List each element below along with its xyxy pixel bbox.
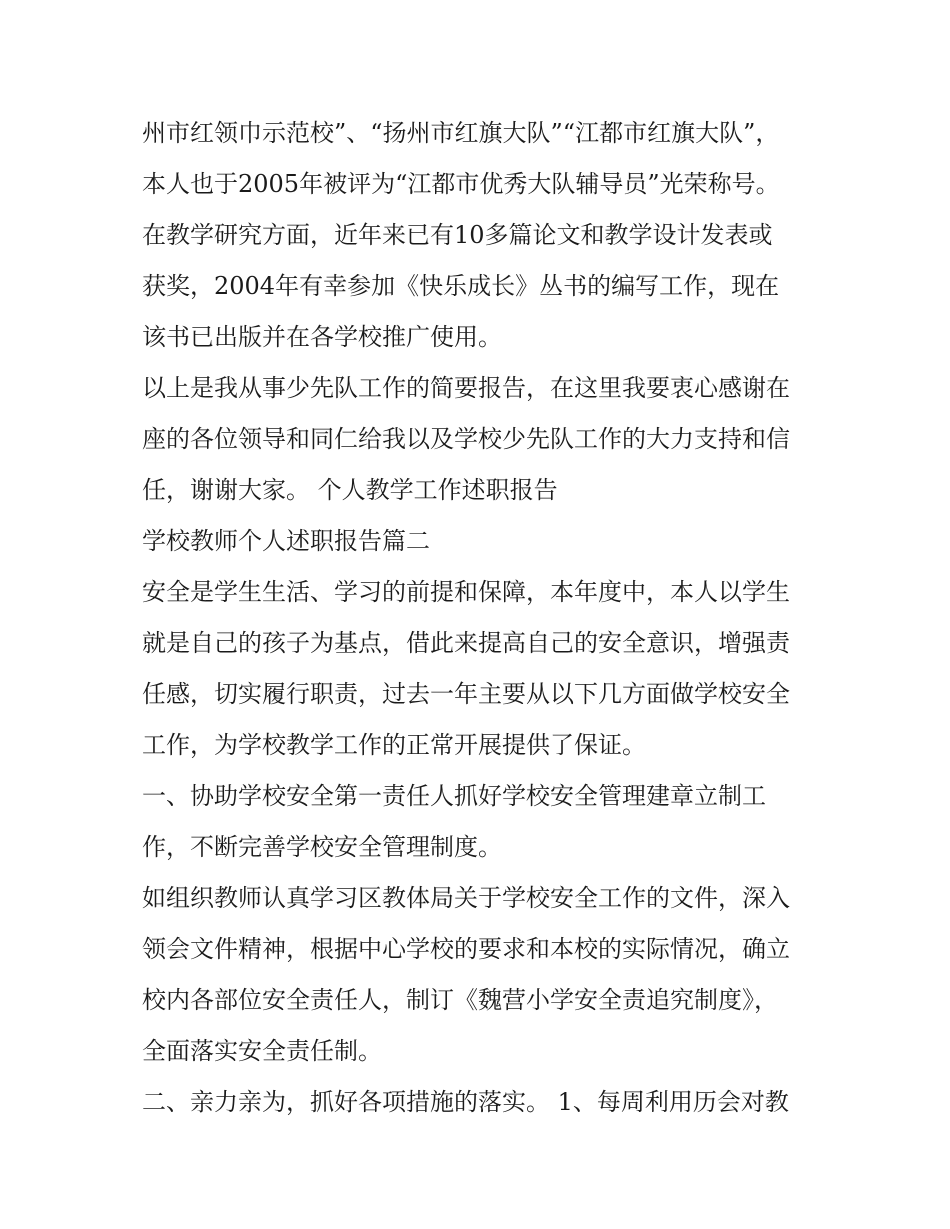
text-line: 全面落实安全责任制。: [142, 1037, 382, 1065]
text-line: 领会文件精神，根据中心学校的要求和本校的实际情况，确立: [142, 935, 790, 963]
document-body: [142, 108, 832, 1128]
text-line: 作，不断完善学校安全管理制度。: [142, 833, 502, 861]
text-line: 该书已出版并在各学校推广使用。: [142, 323, 502, 351]
text-line: 州市红领巾示范校”、“扬州市红旗大队”“江都市红旗大队”，: [142, 119, 780, 147]
text-line: 二、亲力亲为，抓好各项措施的落实。 1、每周利用历会对教: [142, 1088, 789, 1116]
text-line: 座的各位领导和同仁给我以及学校少先队工作的大力支持和信: [142, 425, 790, 453]
text-line: 以上是我从事少先队工作的简要报告，在这里我要衷心感谢在: [142, 374, 790, 402]
text-line: 在教学研究方面，近年来已有10多篇论文和教学设计发表或: [142, 221, 773, 249]
text-line: 本人也于2005年被评为“江都市优秀大队辅导员”光荣称号。: [142, 170, 780, 198]
section-heading: 学校教师个人述职报告篇二: [142, 527, 430, 555]
text-line: 就是自己的孩子为基点，借此来提高自己的安全意识，增强责: [142, 629, 790, 657]
text-line: 如组织教师认真学习区教体局关于学校安全工作的文件，深入: [142, 884, 790, 912]
text-line: 一、协助学校安全第一责任人抓好学校安全管理建章立制工: [142, 782, 766, 810]
text-line: 安全是学生生活、学习的前提和保障，本年度中，本人以学生: [142, 578, 790, 606]
text-line: 任感，切实履行职责，过去一年主要从以下几方面做学校安全: [142, 680, 790, 708]
text-line: 获奖，2004年有幸参加《快乐成长》丛书的编写工作，现在: [142, 272, 780, 300]
text-line: 任，谢谢大家。 个人教学工作述职报告: [142, 476, 558, 504]
text-line: 校内各部位安全责任人，制订《魏营小学安全责追究制度》，: [142, 986, 778, 1014]
text-line: 工作，为学校教学工作的正常开展提供了保证。: [142, 731, 646, 759]
